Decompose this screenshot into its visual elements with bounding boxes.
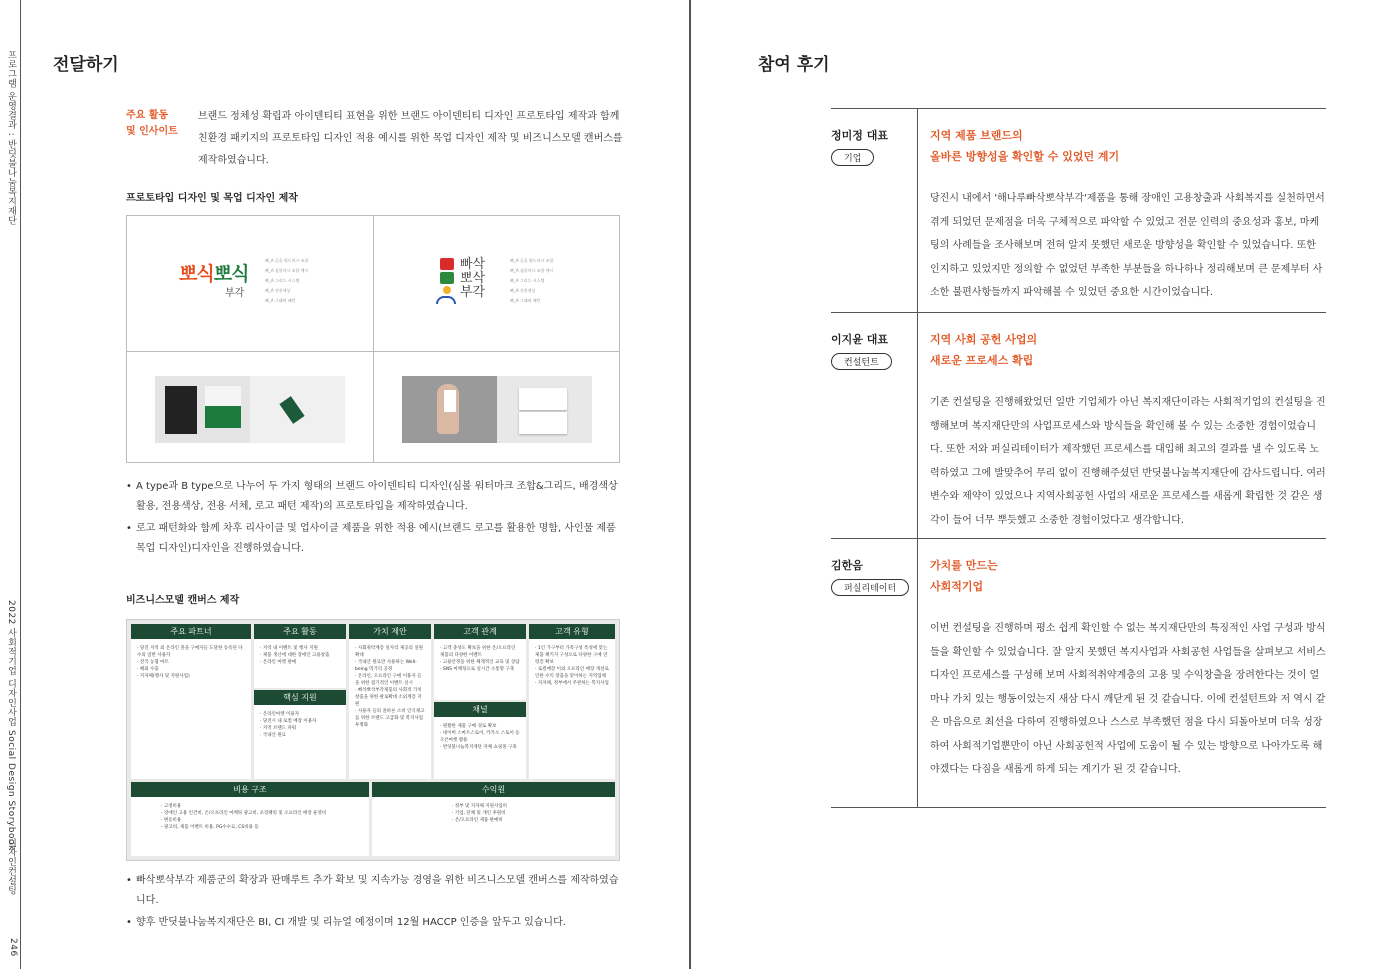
- page-title-right: 참여 후기: [758, 55, 830, 75]
- logo-b-line: 빠삭: [460, 257, 486, 272]
- review-row: [831, 312, 1326, 538]
- review-body: 기존 컨설팅을 진행해왔었던 일반 기업체가 아닌 복지재단이라는 사회적기업의 컨설팅을 진행해보며 복지재단만의 사업프로세스와 방식들을 확인해 볼 수 있는 소중한 경험이었습니다. 또한 저와 퍼실리테이터가 제작했던 프로세스를 대입해 최고의 결과를 낼 수 있도록 노력하였고 그에 발맞추어 무리 없이 진행해주셨던 반딧불나눔복지재단에 감사드립니다. 여러 변수와 제약이 있었으나 지역사회공헌 사업의 새로운 프로세스를 새롭게 확립한 것 같은 생각이 들어 너무 뿌듯했고 소중한 경험이었다고 생각합니다.: [930, 397, 1326, 526]
- proto-bullets: [126, 477, 626, 561]
- canvas-body: · 1인 가구부터 가족구성 특성에 맞는 제품 패키지 구성으로 다양한 구매 연령층 확보 · 로컬매장 이외 오프라인 매장 개설로 인한 수익 창출을 맞이하는 지역업체 · 지자체, 정부에서 주관하는 복지사업: [535, 646, 609, 686]
- bullet-item: • 향후 반딧불나눔복지재단은 BI, CI 개발 및 리뉴얼 예정이며 12월 HACCP 인증을 앞두고 있습니다.: [126, 913, 626, 933]
- proto-section-title: 프로토타입 디자인 및 목업 디자인 제작: [126, 193, 298, 204]
- activity-label: 주요 활동 및 인사이트: [126, 110, 178, 137]
- grid-divider-vertical: [373, 216, 374, 462]
- logo-type-a: [179, 259, 248, 299]
- logo-b-text: [460, 258, 485, 300]
- canvas-body: · 고정비용 - 장애인 고용 인건비, 온/오프라인 마케팅 광고비, 포장패킹 및 오프라인 매장 운영비 · 변동비용 - 광고비, 제품 이벤트 비용, PG수수료, CS비용 등: [161, 804, 327, 830]
- bullet-item: • A type과 B type으로 나누어 두 가지 형태의 브랜드 아이덴티티 디자인(심볼 워터마크 조합&그리드, 배경색상 활용, 전용색상, 전용 서체, 로고 패턴 제작)의 프로토타입을 제작하였습니다.: [126, 477, 626, 517]
- canvas-head: 가치 제안: [349, 624, 431, 639]
- canvas-head: 고객 유형: [529, 624, 615, 639]
- canvas-cost: [131, 782, 369, 856]
- spec-line: 빠_A 그래픽 패턴: [510, 298, 541, 303]
- business-model-canvas: [126, 619, 620, 861]
- spec-line: 빠_A 글꼴 워드마크 조합: [510, 258, 554, 263]
- row-divider: [917, 109, 918, 312]
- reviewer-role-badge: 기업: [831, 149, 874, 166]
- logo-a-word-1: 뽀식: [179, 263, 214, 285]
- canvas-head: 주요 활동: [254, 624, 346, 639]
- mockup-tag: [279, 396, 304, 424]
- spec-line: 빠_A 그래픽 패턴: [265, 298, 296, 303]
- reviewer-name: 정미정 대표: [831, 129, 888, 142]
- grid-divider-horizontal: [127, 351, 619, 352]
- spec-list-a: [265, 256, 308, 306]
- mockup-envelope-panel: [497, 376, 592, 443]
- logo-a-sub: 부각: [225, 288, 245, 299]
- reviewer-name: 김한음: [831, 559, 863, 572]
- canvas-resources: [254, 690, 346, 779]
- reviewer-role-badge: 컨설턴트: [831, 353, 892, 370]
- mockup-notebook: [165, 386, 197, 434]
- logo-b-line: 부각: [460, 285, 486, 300]
- review-table: [831, 108, 1326, 808]
- logo-b-glyph-blue: [436, 296, 456, 304]
- canvas-head: 채널: [434, 702, 526, 717]
- row-divider: [917, 539, 918, 807]
- canvas-body: · 지역 내 이벤트 및 행사 지원 · 제품 생산에 대한 장애인 고용창출 · 온라인 마켓 판매: [260, 646, 330, 665]
- reviewer-name: 이지윤 대표: [831, 333, 888, 346]
- logo-a-word-2: 뽀식: [213, 263, 249, 285]
- spec-line: 빠_A 글꼴 워드마크 조합: [265, 258, 309, 263]
- canvas-activities: [254, 624, 346, 688]
- canvas-revenue: [372, 782, 615, 856]
- review-body: 이번 컨설팅을 진행하며 평소 쉽게 확인할 수 없는 복지재단만의 특징적인 사업 구성과 방식들을 확인할 수 있었습니다. 잘 알지 못했던 복지사업과 사회공헌 사업들을 살펴보고 서비스디자인 프로세스를 구성해 보며 사회적취약계층의 고용 및 수익창출을 장려한다는 것이 얼마나 가치 있는 행동이었는지 새삼 다시 깨닫게 된 것 같습니다. 이에 컨설턴트와 저 역시 같은 마음으로 최선을 다하여 진행하였으나 스스로 부족했던 점을 다시 되돌아보며 더욱 성장하여 사회적기업뿐만이 아닌 사회공헌적 사업에 도움이 될 수 있는 방향으로 나아가도록 해야겠다는 다짐을 새롭게 하게 되는 계기가 된 것 같습니다.: [930, 623, 1326, 775]
- spec-line: 빠_A 전용색상: [510, 288, 536, 293]
- bullet-item: • 로고 패턴화와 함께 차후 리사이클 및 업사이클 제품을 위한 적용 예시(브랜드 로고를 활용한 명함, 사인물 제품 목업 디자인)디자인을 진행하였습니다.: [126, 519, 626, 559]
- canvas-value: [349, 624, 431, 779]
- canvas-body: · 사회취약계층 일자리 제공의 일원 확대 · 국내산 원료만 사용하는 Well-being 먹거리 공정 · 온라인, 오프라인 구매 이용자 들을 위한 접기적인 이벤트 실시 · 빠삭뽀삭부각제품의 사회적 가치 창출을 위한 판로확대 소외계층 지원 · 사용자 들의 올바른 소비 인식제고를 위한 브랜드 고급화 및 복지사업 투명화: [355, 646, 425, 728]
- logo-b-line: 뽀삭: [460, 271, 486, 286]
- mockup-businesscard: [444, 390, 456, 412]
- logo-type-b: [440, 256, 500, 311]
- mockup-tag-panel: [250, 376, 345, 443]
- review-body: 당진시 내에서 '해나루빠삭뽀삭부각'제품을 통해 장애인 고용창출과 사회복지를 실천하면서 겪게 되었던 문제점을 더욱 구체적으로 파악할 수 있었고 전문 인력의 중요성과 홍보, 마케팅의 사례들을 조사해보며 전혀 알지 못했던 새로운 방향성을 확인할 수 있었습니다. 또한 인지하고 있었지만 정의할 수 없었던 부족한 부분들을 하나하나 정리해보며 큰 문제부터 사소한 불편사항들까지 파악해볼 수 있었던 중요한 시간이었습니다.: [930, 193, 1325, 298]
- canvas-body: · 고객 충성도 확보을 위한 온/오프라인 제품의 다양한 이벤트 · 고용안정을 위한 체계적인 교육 및 상담 · SNS 마케팅으로 실시간 소통망 구축: [440, 646, 520, 672]
- activity-text: 브랜드 정체성 확립과 아이덴티티 표현을 위한 브랜드 아이덴티티 디자인 프로토타입 제작과 함께 친환경 패키지의 프로토타입 디자인 적용 예시를 위한 목업 디자인 제작 및 비즈니스모델 캔버스를 제작하였습니다.: [198, 111, 623, 166]
- canvas-body: · 정부 및 지자체 지원사업비 · 기업, 단체 및 개인 후원비 · 온/오프라인 제품 판매비: [452, 804, 507, 823]
- review-headline: 지역 제품 브랜드의 올바른 방향성을 확인할 수 있었던 계기: [930, 129, 1120, 163]
- reviewer-role-badge: 퍼실리테이터: [831, 579, 909, 596]
- canvas-head: 수익원: [372, 782, 615, 797]
- prototype-grid: [126, 215, 620, 463]
- logo-b-glyph-yellow: [443, 286, 451, 294]
- review-headline: 지역 사회 공헌 사업의 새로운 프로세스 확립: [930, 333, 1038, 367]
- spec-list-b: [510, 256, 553, 306]
- review-row: [831, 538, 1326, 808]
- canvas-channels: [434, 702, 526, 779]
- canvas-head: 비용 구조: [131, 782, 369, 797]
- logo-b-glyph-red: [440, 258, 454, 270]
- canvas-partners: [131, 624, 251, 779]
- page-title-left: 전달하기: [53, 55, 119, 75]
- mockup-card-green: [205, 406, 241, 428]
- logo-b-glyph-green: [440, 272, 454, 284]
- canvas-segments: [529, 624, 615, 779]
- row-divider: [917, 313, 918, 538]
- canvas-relations: [434, 624, 526, 700]
- spread-gutter: [689, 0, 691, 969]
- mockup-card-hand-image: [402, 376, 592, 443]
- bullet-item: • 빠삭뽀삭부각 제품군의 확장과 판매루트 추가 확보 및 지속가능 경영을 위한 비즈니스모델 캔버스를 제작하였습니다.: [126, 871, 626, 911]
- review-headline: 가치를 만드는 사회적기업: [930, 559, 998, 593]
- page-number: 246: [8, 938, 18, 957]
- canvas-section-title: 비즈니스모델 캔버스 제작: [126, 595, 240, 606]
- running-header-section: 디자인컨설팅: [6, 838, 16, 895]
- canvas-body: · 당진 지역 외 온라인 몰을 구매자들 도달한 동록된 다수의 일반 사용자 · 전국 농협 마트 · 해외 수출 · 지자체(행사 및 지원사업): [137, 646, 243, 679]
- spec-line: 빠_A 심볼마크 조합 예시: [265, 268, 309, 273]
- mockup-stationery-image: [155, 376, 345, 443]
- spec-line: 빠_A 그리드 시스템: [510, 278, 545, 283]
- mockup-envelope: [519, 388, 567, 410]
- margin-rule: [20, 0, 21, 969]
- running-header-book: 2022 사회적기업 디자인사업 Social Design Storybook: [6, 600, 16, 851]
- canvas-head: 고객 관계: [434, 624, 526, 639]
- mockup-card-white: [205, 386, 241, 406]
- canvas-body: · 원활한 제품 구매 경로 확보 · 네이버 스마트스토어, 카카오 스토어 등 오픈마켓 활용 · 반딧불나눔복지재단 자체 쇼핑몰 구축: [440, 724, 520, 750]
- canvas-head: 핵심 지원: [254, 690, 346, 705]
- running-header-program: 프로그램 운영결과 : 반딧불나눔복지재단: [6, 50, 16, 226]
- mockup-envelope: [519, 412, 567, 434]
- spec-line: 빠_A 심볼마크 조합 예시: [510, 268, 554, 273]
- spec-line: 빠_A 그리드 시스템: [265, 278, 300, 283]
- spec-line: 빠_A 전용색상: [265, 288, 291, 293]
- canvas-body: · 온라인마켓 이용자 · 당진시 내 로컬 매장 이용자 · 지역 브랜드 파워 · 국내산 원료: [260, 712, 317, 738]
- review-row: [831, 108, 1326, 312]
- canvas-bullets: [126, 871, 626, 935]
- canvas-head: 주요 파트너: [131, 624, 251, 639]
